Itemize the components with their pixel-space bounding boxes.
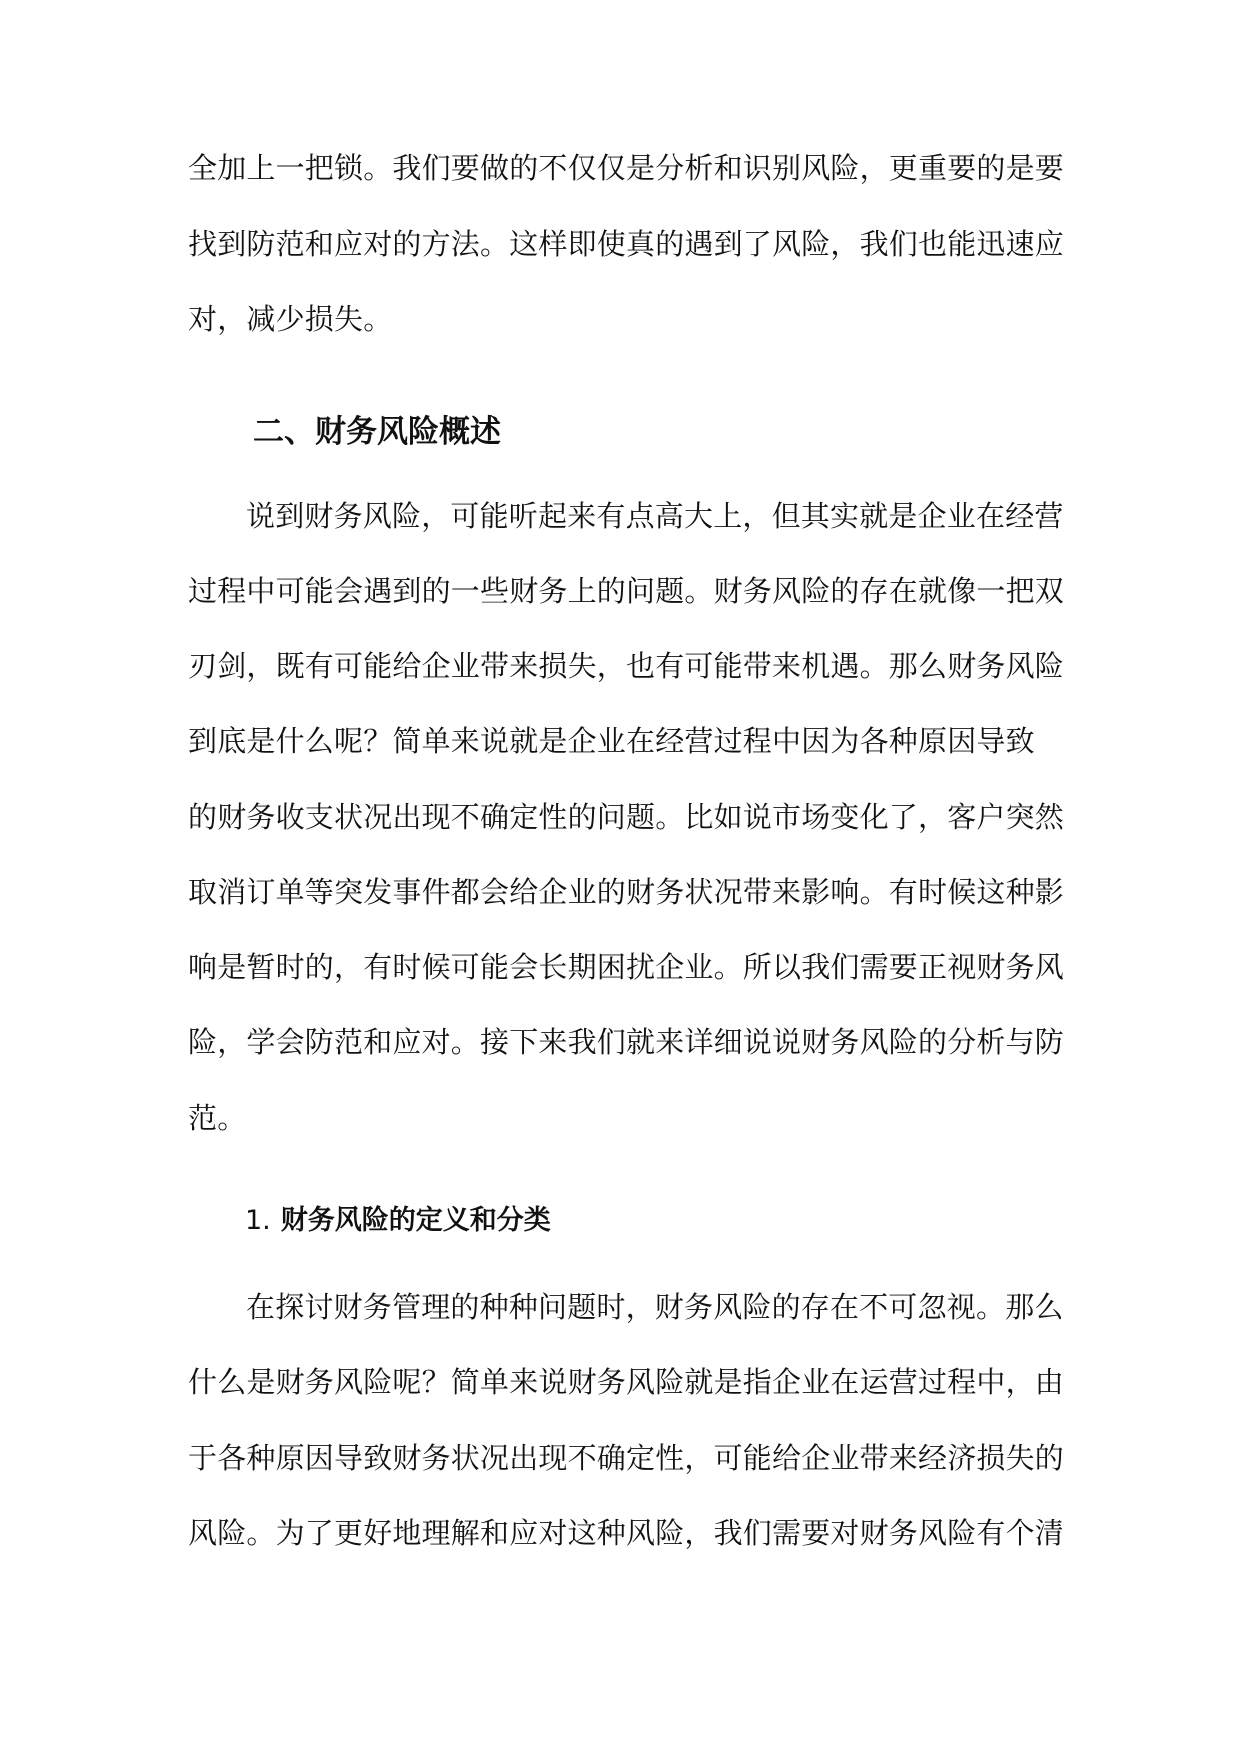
paragraph-line: 找到防范和应对的方法。这样即使真的遇到了风险，我们也能迅速应 xyxy=(188,227,1065,261)
section-heading: 二、财务风险概述 xyxy=(253,414,501,450)
paragraph-line: 到底是什么呢？简单来说就是企业在经营过程中因为各种原因导致 xyxy=(188,724,1035,758)
paragraph-line: 刃剑，既有可能给企业带来损失，也有可能带来机遇。那么财务风险 xyxy=(188,649,1065,683)
paragraph-line: 过程中可能会遇到的一些财务上的问题。财务风险的存在就像一把双 xyxy=(188,574,1065,608)
paragraph-line: 于各种原因导致财务状况出现不确定性，可能给企业带来经济损失的 xyxy=(188,1441,1065,1475)
paragraph-line: 范。 xyxy=(188,1101,247,1135)
paragraph-line: 的财务收支状况出现不确定性的问题。比如说市场变化了，客户突然 xyxy=(188,800,1065,834)
paragraph-line: 全加上一把锁。我们要做的不仅仅是分析和识别风险，更重要的是要 xyxy=(188,151,1065,185)
paragraph-line: 险，学会防范和应对。接下来我们就来详细说说财务风险的分析与防 xyxy=(188,1025,1065,1059)
subsection-title: 财务风险的定义和分类 xyxy=(280,1205,551,1236)
paragraph-line: 对，减少损失。 xyxy=(188,302,393,336)
paragraph-line: 取消订单等突发事件都会给企业的财务状况带来影响。有时候这种影 xyxy=(188,875,1065,909)
paragraph-line: 响是暂时的，有时候可能会长期困扰企业。所以我们需要正视财务风 xyxy=(188,950,1065,984)
paragraph-line: 说到财务风险，可能听起来有点高大上，但其实就是企业在经营 xyxy=(246,499,1064,533)
paragraph-line: 在探讨财务管理的种种问题时，财务风险的存在不可忽视。那么 xyxy=(246,1290,1064,1324)
subsection-heading xyxy=(245,1201,551,1241)
paragraph-line: 风险。为了更好地理解和应对这种风险，我们需要对财务风险有个清 xyxy=(188,1516,1065,1550)
paragraph-line: 什么是财务风险呢？简单来说财务风险就是指企业在运营过程中，由 xyxy=(188,1365,1065,1399)
subsection-number: 1. xyxy=(245,1205,271,1236)
